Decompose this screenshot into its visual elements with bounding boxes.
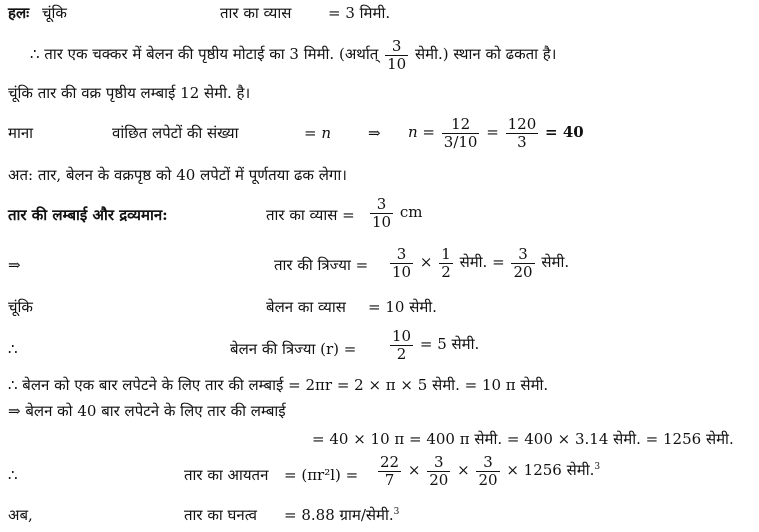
solution-line-11: ⇒ बेलन को 40 बार लपेटने के लिए तार की लम्बाई — [8, 402, 286, 420]
solution-line-9: ∴ बेलन की त्रिज्या (r) = $\frac{10}{2}$ = 5 सेमी. — [8, 327, 480, 363]
solution-line-7: ⇒ तार की त्रिज्या = $\frac{3}{10}$ × $\frac{1}{2}$ सेमी. = $\frac{3}{20}$ सेमी. — [8, 245, 570, 281]
solution-line-2: ∴ तार एक चक्कर में बेलन की पृष्ठीय मोटाई का 3 मिमी. (अर्थात् $\frac{3}{10}$ सेमी.) स्थान को ढकता है। — [30, 37, 557, 73]
solution-line-4: माना वांछित लपेटों की संख्या = n ⇒ n = $\frac{12}{3/10}$ = $\frac{120}{3}$ = 40 — [8, 115, 584, 151]
solution-line-14: अब, तार का घनत्व = 8.88 ग्राम/सेमी.$^3$ — [8, 506, 400, 524]
solution-line-13: ∴ तार का आयतन = (πr²l) = $\frac{22}{7}$ × $\frac{3}{20}$ × $\frac{3}{20}$ × 1256 सेमी.$^3$ — [8, 453, 601, 489]
solution-line-12: = 40 × 10 π = 400 π सेमी. = 400 × 3.14 सेमी. = 1256 सेमी. — [312, 430, 734, 448]
solution-line-1: हलः चूंकि तार का व्यास = 3 मिमी. — [8, 4, 391, 22]
solution-line-5: अत: तार, बेलन के वक्रपृष्ठ को 40 लपेटों में पूर्णतया ढक लेगा। — [8, 166, 347, 184]
solution-line-3: चूंकि तार की वक्र पृष्ठीय लम्बाई 12 सेमी. है। — [8, 84, 251, 102]
solution-line-6: तार की लम्बाई और द्रव्यमान: तार का व्यास = $\frac{3}{10}$ cm — [8, 195, 423, 231]
fraction: $\frac{3}{10}$ — [387, 37, 407, 73]
solution-line-10: ∴ बेलन को एक बार लपेटने के लिए तार की लम्बाई = 2πr = 2 × π × 5 सेमी. = 10 π सेमी. — [8, 376, 549, 394]
section-heading: तार की लम्बाई और द्रव्यमान: — [8, 206, 168, 224]
solution-line-8: चूंकि बेलन का व्यास = 10 सेमी. — [8, 298, 437, 316]
solution-label: हलः — [8, 4, 30, 22]
